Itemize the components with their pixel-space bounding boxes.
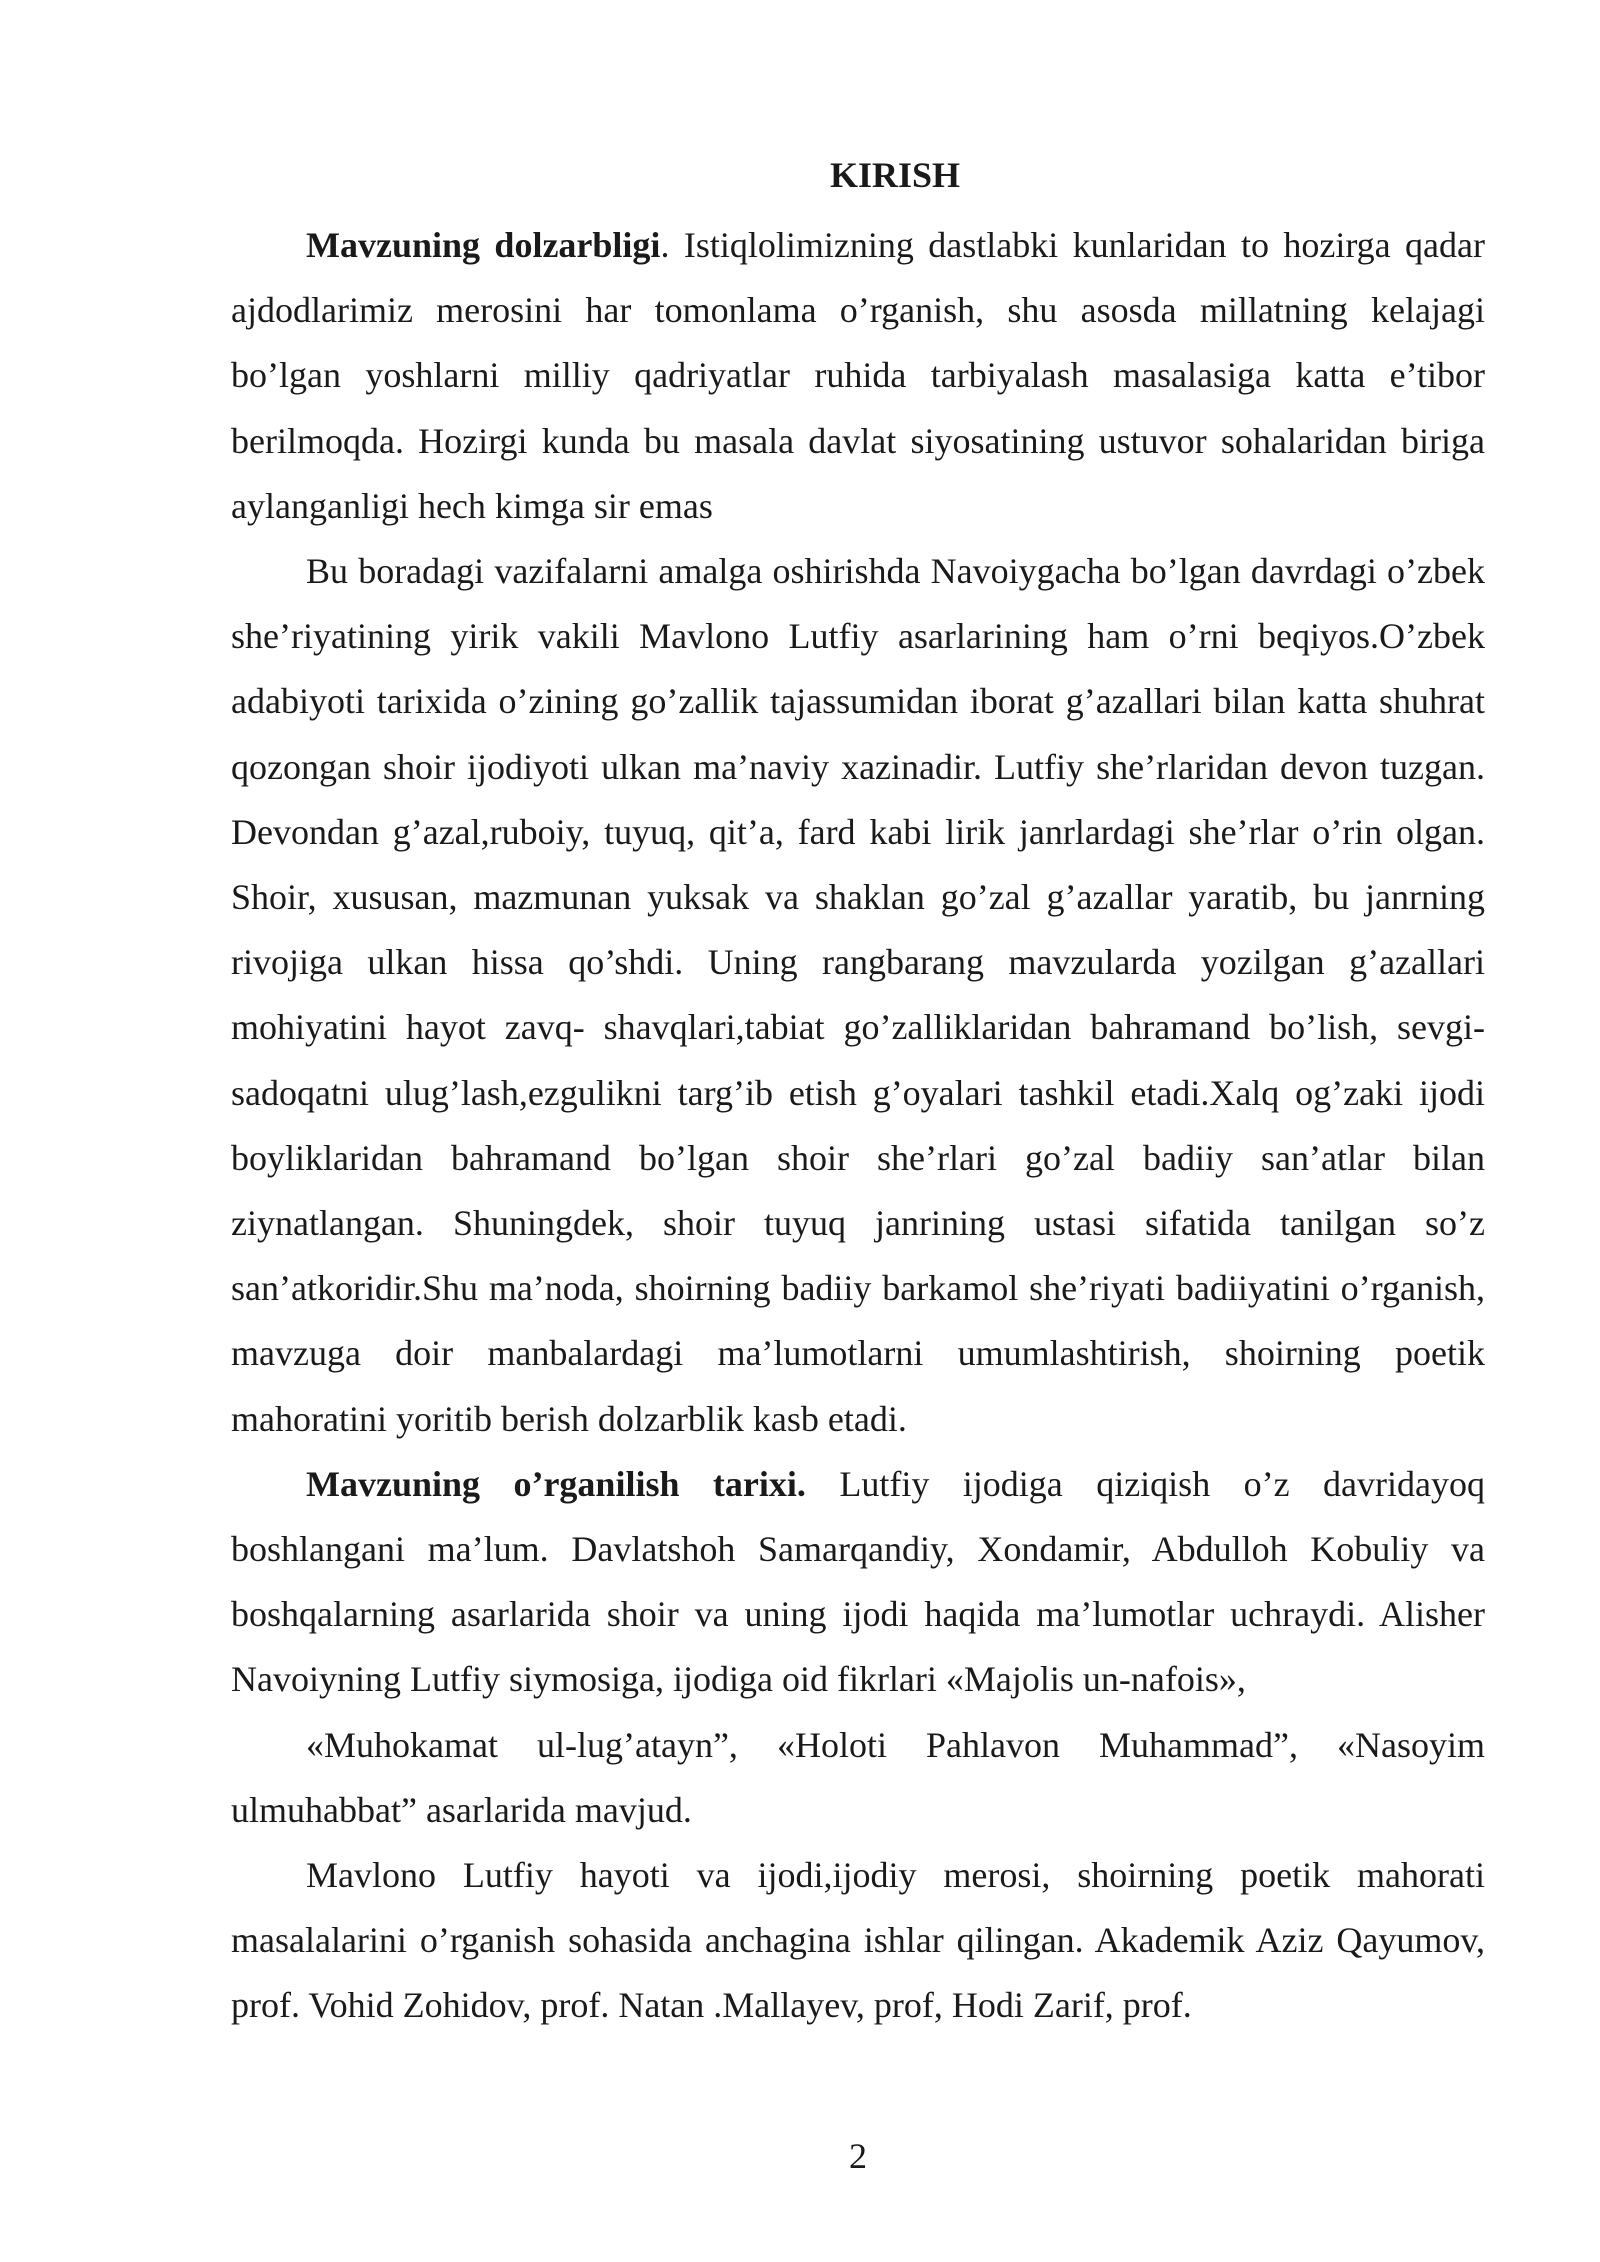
paragraph-relevance (231, 213, 1485, 539)
paragraph-text: «Muhokamat ul-lug’atayn”, «Holoti Pahlavon Muhammad”, «Nasoyim ulmuhabbat” asarlarida mavjud. (231, 1724, 1485, 1830)
paragraph-research-history (231, 1452, 1485, 1713)
paragraph-navoi-works (231, 1713, 1485, 1843)
body-text (231, 213, 1485, 2039)
paragraph-text: Bu boradagi vazifalarni amalga oshirishda Navoiygacha bo’lgan davrdagi o’zbek she’riyatining yirik vakili Mavlono Lutfiy asarlarining ham o’rni beqiyos.O’zbek adabiyoti tarixida o’zining go’zallik tajassumidan iborat g’azallari bilan katta shuhrat qozongan shoir ijodiyoti ulkan ma’naviy xazinadir. Lutfiy she’rlaridan devon tuzgan. Devondan g’azal,ruboiy, tuyuq, qit’a, fard kabi lirik janrlardagi she’rlar o’rin olgan. Shoir, xususan, mazmunan yuksak va shaklan go’zal g’azallar yaratib, bu janrning rivojiga ulkan hissa qo’shdi. Uning rangbarang mavzularda yozilgan g’azallari mohiyatini hayot zavq- shavqlari,tabiat go’zalliklaridan bahramand bo’lish, sevgi- sadoqatni ulug’lash,ezgulikni targ’ib etish g’oyalari tashkil etadi.Xalq og’zaki ijodi boyliklaridan bahramand bo’lgan shoir she’rlari go’zal badiiy san’atlar bilan ziynatlangan. Shuningdek, shoir tuyuq janrining ustasi sifatida tanilgan so’z san’atkoridir.Shu ma’noda, shoirning badiiy barkamol she’riyati badiiyatini o’rganish, mavzuga doir manbalardagi ma’lumotlarni umumlashtirish, shoirning poetik mahoratini yoritib berish dolzarblik kasb etadi. (231, 551, 1485, 1439)
paragraph-lutfiy-works (231, 539, 1485, 1452)
paragraph-heading-history: Mavzuning o’rganilish tarixi. (306, 1463, 806, 1504)
paragraph-scholars (231, 1843, 1485, 2039)
paragraph-text: Mavlono Lutfiy hayoti va ijodi,ijodiy merosi, shoirning poetik mahorati masalalarini o’rganish sohasida anchagina ishlar qilingan. Akademik Aziz Qayumov, prof. Vohid Zohidov, prof. Natan .Mallayev, prof, Hodi Zarif, prof. (231, 1855, 1485, 2026)
section-title: KIRISH (829, 155, 961, 195)
paragraph-text: Lutfiy ijodiga qiziqish o’z davridayoq boshlangani ma’lum. Davlatshoh Samarqandiy, Xondamir, Abdulloh Kobuliy va boshqalarning asarlarida shoir va uning ijodi haqida ma’lumotlar uchraydi. Alisher Navoiyning Lutfiy siymosiga, ijodiga oid fikrlari «Majolis un-nafois», (231, 1463, 1485, 1700)
paragraph-heading-relevance: Mavzuning dolzarbligi (306, 225, 661, 265)
paragraph-text: . Istiqlolimizning dastlabki kunlaridan to hozirga qadar ajdodlarimiz merosini har tomonlama o’rganish, shu asosda millatning kelajagi bo’lgan yoshlarni milliy qadriyatlar ruhida tarbiyalash masalasiga katta e’tibor berilmoqda. Hozirgi kunda bu masala davlat siyosatining ustuvor sohalaridan biriga aylanganligi hech kimga sir emas (231, 225, 1485, 526)
page-number: 2 (849, 2136, 867, 2176)
